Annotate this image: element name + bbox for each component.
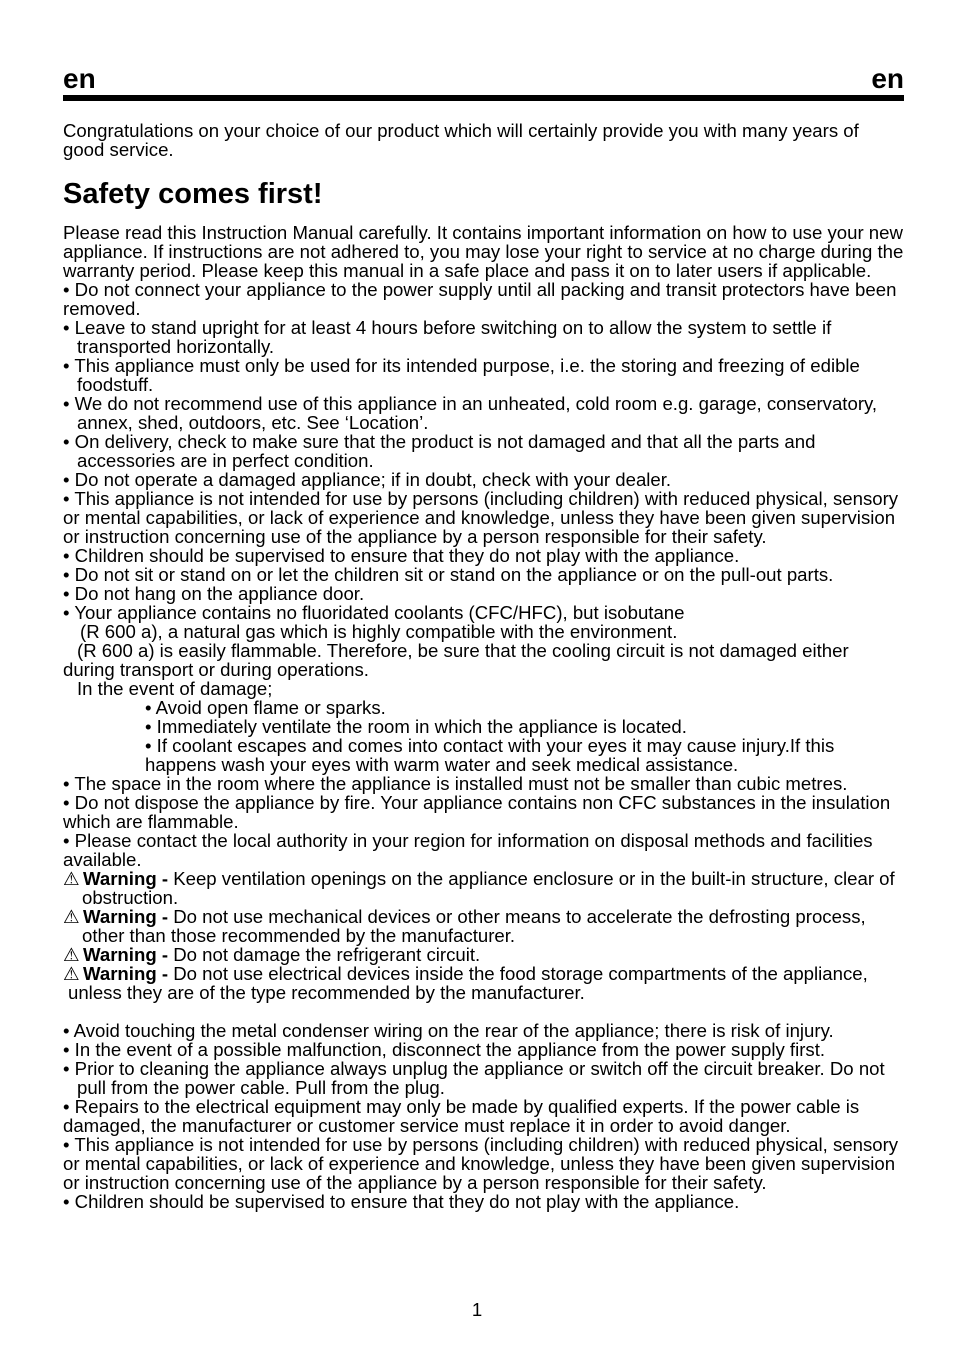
paragraph-spacer bbox=[63, 1002, 904, 1021]
intro-paragraph: Congratulations on your choice of our product which will certainly provide you with many years of good service. bbox=[63, 120, 859, 160]
warning-item bbox=[63, 945, 904, 964]
header-rule bbox=[63, 95, 904, 101]
page-header bbox=[63, 62, 904, 95]
bullet-continuation: (R 600 a), a natural gas which is highly compatible with the environment. bbox=[80, 621, 678, 642]
bullet-item: • We do not recommend use of this appliance in an unheated, cold room e.g. garage, conservatory, annex, shed, outdoors, etc. See ‘Location’. bbox=[63, 393, 878, 433]
language-tag-left: en bbox=[63, 63, 96, 94]
safety-body bbox=[63, 223, 904, 1211]
bullet-item: • Do not connect your appliance to the power supply until all packing and transit protectors have been removed. bbox=[63, 279, 897, 319]
bullet-item: • Your appliance contains no fluoridated coolants (CFC/HFC), but isobutane bbox=[63, 602, 685, 623]
bullet-item: • Avoid touching the metal condenser wiring on the rear of the appliance; there is risk of injury. bbox=[63, 1020, 834, 1041]
warning-triangle-icon: ⚠ bbox=[63, 944, 80, 965]
warning-triangle-icon: ⚠ bbox=[63, 868, 80, 889]
warning-label: Warning - bbox=[83, 963, 169, 984]
warning-label: Warning - bbox=[83, 944, 169, 965]
bullet-item: • Repairs to the electrical equipment may only be made by qualified experts. If the power cable is damaged, the manufacturer or customer service must replace it in order to avoid danger. bbox=[63, 1096, 860, 1136]
warning-item bbox=[63, 907, 904, 945]
page-number: 1 bbox=[471, 1299, 483, 1320]
sub-bullet-item: • Avoid open flame or sparks. bbox=[145, 697, 386, 718]
warning-triangle-icon: ⚠ bbox=[63, 906, 80, 927]
bullet-item: • The space in the room where the appliance is installed must not be smaller than cubic metres. bbox=[63, 773, 848, 794]
bullet-item: • Do not dispose the appliance by fire. Your appliance contains non CFC substances in the insulation which are flammable. bbox=[63, 792, 891, 832]
bullet-item: • Please contact the local authority in your region for information on disposal methods and facilities available. bbox=[63, 830, 873, 870]
bullet-continuation: (R 600 a) is easily flammable. Therefore, be sure that the cooling circuit is not damaged either during transport or during operations. bbox=[63, 640, 849, 680]
section-title: Safety comes first! bbox=[63, 178, 323, 210]
bullet-item: • Do not sit or stand on or let the children sit or stand on the appliance or on the pull-out parts. bbox=[63, 564, 834, 585]
bullet-item: • This appliance is not intended for use by persons (including children) with reduced physical, sensory or mental capabilities, or lack of experience and knowledge, unless they have been given supervision or instruction concerning use of the appliance by a person responsible for their safety. bbox=[63, 488, 899, 547]
language-tag-right: en bbox=[871, 63, 904, 94]
bullet-item: • Children should be supervised to ensure that they do not play with the appliance. bbox=[63, 545, 740, 566]
instructions-paragraph: Please read this Instruction Manual carefully. It contains important information on how to use your new appliance. If instructions are not adhered to, you may lose your right to service at no charge during the warranty period. Please keep this manual in a safe place and pass it on to later users if applicable. bbox=[63, 222, 904, 281]
bullet-item: • Prior to cleaning the appliance always unplug the appliance or switch off the circuit breaker. Do not pull from the power cable. Pull from the plug. bbox=[63, 1058, 885, 1098]
bullet-item: • Children should be supervised to ensure that they do not play with the appliance. bbox=[63, 1191, 740, 1212]
bullet-item: • In the event of a possible malfunction, disconnect the appliance from the power supply first. bbox=[63, 1039, 826, 1060]
bullet-continuation: In the event of damage; bbox=[77, 678, 273, 699]
warning-triangle-icon: ⚠ bbox=[63, 963, 80, 984]
warning-label: Warning - bbox=[83, 868, 169, 889]
manual-page bbox=[63, 62, 904, 1211]
bullet-item: • Do not operate a damaged appliance; if in doubt, check with your dealer. bbox=[63, 469, 672, 490]
warning-text: Do not use electrical devices inside the food storage compartments of the appliance, unless they are of the type recommended by the manufacturer. bbox=[68, 963, 868, 1003]
warning-item bbox=[63, 869, 904, 907]
warning-item bbox=[63, 964, 904, 1002]
sub-bullet-item: • Immediately ventilate the room in which the appliance is located. bbox=[145, 716, 687, 737]
bullet-item: • Do not hang on the appliance door. bbox=[63, 583, 365, 604]
bullet-item: • This appliance is not intended for use by persons (including children) with reduced physical, sensory or mental capabilities, or lack of experience and knowledge, unless they have been given supervision or instruction concerning use of the appliance by a person responsible for their safety. bbox=[63, 1134, 899, 1193]
warning-label: Warning - bbox=[83, 906, 169, 927]
warning-text: Keep ventilation openings on the appliance enclosure or in the built-in structure, clear of obstruction. bbox=[82, 868, 895, 908]
sub-bullet-item: • If coolant escapes and comes into contact with your eyes it may cause injury.If this happens wash your eyes with warm water and seek medical assistance. bbox=[145, 735, 835, 775]
bullet-item: • Leave to stand upright for at least 4 hours before switching on to allow the system to settle if transported horizontally. bbox=[63, 317, 832, 357]
warning-text: Do not damage the refrigerant circuit. bbox=[168, 944, 481, 965]
warning-text: Do not use mechanical devices or other means to accelerate the defrosting process, other than those recommended by the manufacturer. bbox=[82, 906, 866, 946]
bullet-item: • On delivery, check to make sure that the product is not damaged and that all the parts and accessories are in perfect condition. bbox=[63, 431, 816, 471]
bullet-item: • This appliance must only be used for its intended purpose, i.e. the storing and freezing of edible foodstuff. bbox=[63, 355, 860, 395]
